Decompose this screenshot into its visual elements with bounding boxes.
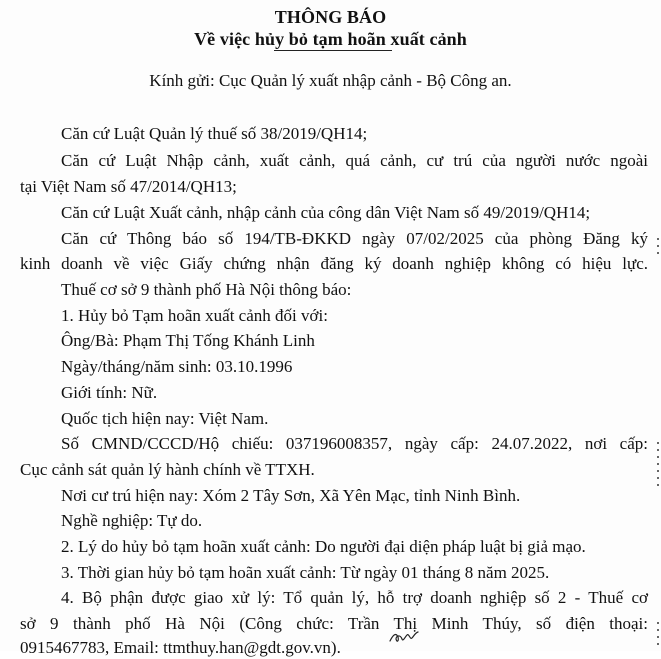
legal-basis-foreigner-law-line-1: Căn cứ Luật Nhập cảnh, xuất cảnh, quá cảnh, cư trú của người nước ngoài [61,151,648,170]
tax-office-announcement: Thuế cơ sở 9 thành phố Hà Nội thông báo: [61,280,352,299]
scan-margin-mark [657,622,659,650]
document-subtitle: Về việc hủy bỏ tạm hoãn xuất cảnh [194,29,467,49]
legal-basis-tax-law: Căn cứ Luật Quản lý thuế số 38/2019/QH14; [61,124,368,143]
initials-signature-icon [388,628,420,646]
scan-margin-mark [657,442,659,486]
legal-basis-citizen-law: Căn cứ Luật Xuất cảnh, nhập cảnh của công dân Việt Nam số 49/2019/QH14; [61,203,591,222]
notice-reference-line-1: Căn cứ Thông báo số 194/TB-ĐKKD ngày 07/02/2025 của phòng Đăng ký [61,229,648,248]
item-1-heading: 1. Hủy bỏ Tạm hoãn xuất cảnh đối với: [61,306,328,325]
person-nationality: Quốc tịch hiện nay: Việt Nam. [61,409,269,428]
person-residence: Nơi cư trú hiện nay: Xóm 2 Tây Sơn, Xã Yên Mạc, tỉnh Ninh Bình. [61,486,521,505]
scan-margin-mark [657,238,659,256]
person-id-line-2: Cục cảnh sát quản lý hành chính về TTXH. [20,460,315,479]
person-occupation: Nghề nghiệp: Tự do. [61,511,203,530]
item-4-line-2: sở 9 thành phố Hà Nội (Công chức: Trần Thị Minh Thúy, số điện thoại: [20,614,648,633]
person-gender: Giới tính: Nữ. [61,383,158,402]
person-dob: Ngày/tháng/năm sinh: 03.10.1996 [61,357,293,376]
legal-basis-foreigner-law-line-2: tại Việt Nam số 47/2014/QH13; [20,177,237,196]
item-4-line-1: 4. Bộ phận được giao xử lý: Tổ quản lý, hỗ trợ doanh nghiệp số 2 - Thuế cơ [61,588,648,607]
person-id-line-1: Số CMND/CCCD/Hộ chiếu: 037196008357, ngày cấp: 24.07.2022, nơi cấp: [61,434,648,453]
item-2-reason: 2. Lý do hủy bỏ tạm hoãn xuất cảnh: Do người đại diện pháp luật bị giả mạo. [61,537,586,556]
item-3-time: 3. Thời gian hủy bỏ tạm hoãn xuất cảnh: Từ ngày 01 tháng 8 năm 2025. [61,563,550,582]
subtitle-underline [274,50,392,51]
document-title: THÔNG BÁO [274,7,387,27]
item-4-line-3: 0915467783, Email: ttmthuy.han@gdt.gov.vn). [20,638,341,657]
notice-reference-line-2: kinh doanh về việc Giấy chứng nhận đăng ký doanh nghiệp không có hiệu lực. [20,254,648,273]
person-name: Ông/Bà: Phạm Thị Tống Khánh Linh [61,331,315,350]
salutation-line: Kính gửi: Cục Quản lý xuất nhập cảnh - Bộ Công an. [149,71,512,90]
